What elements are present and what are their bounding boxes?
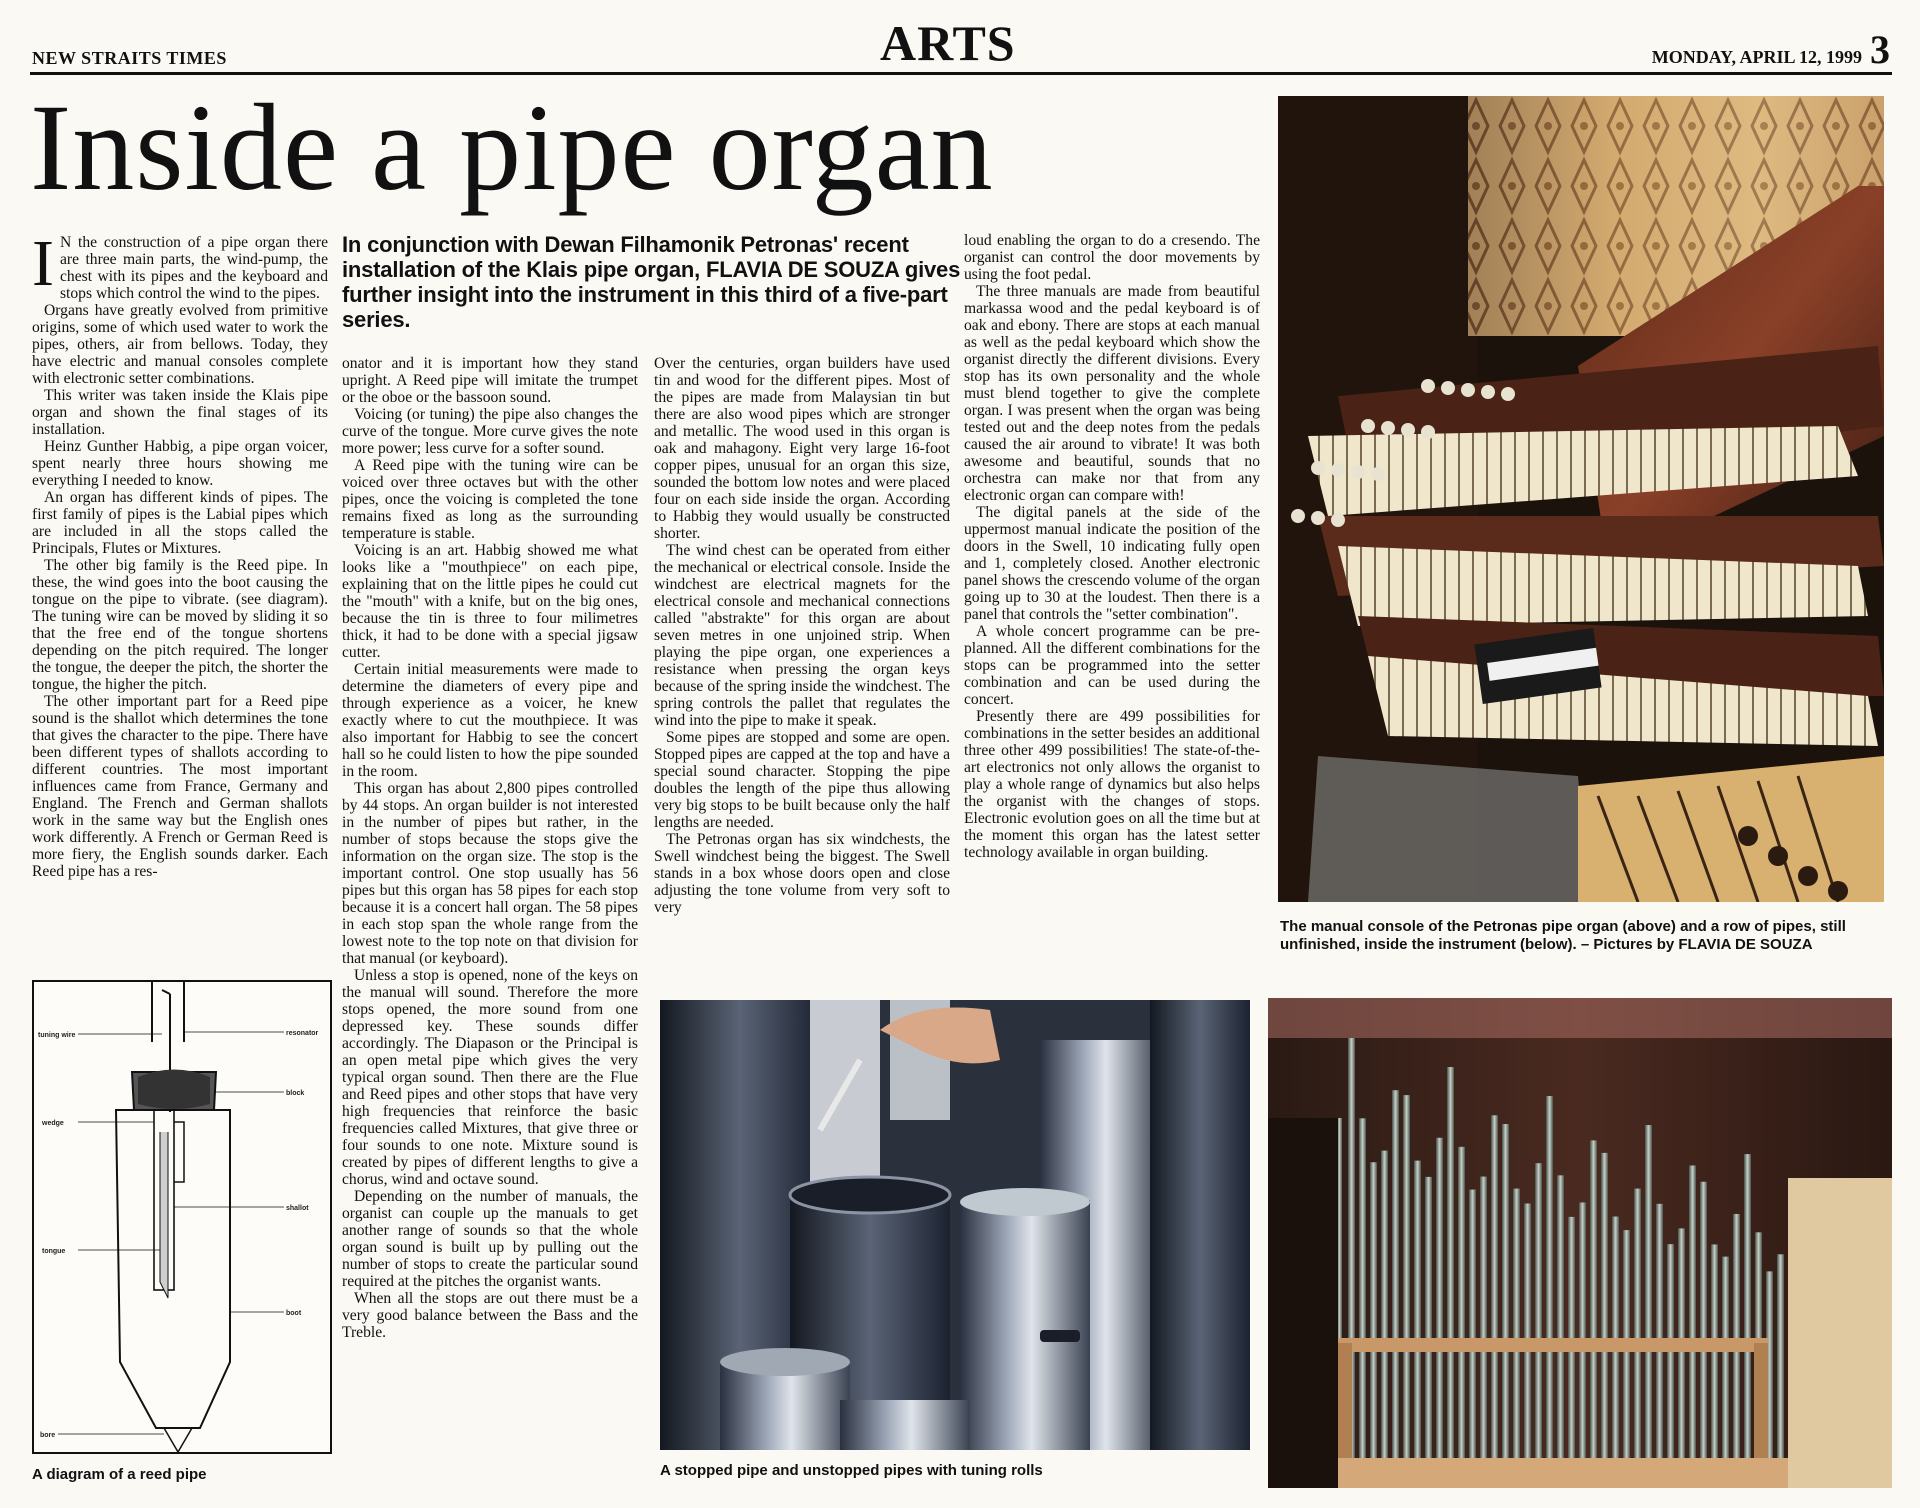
issue-date-block [1652, 26, 1890, 73]
drop-cap: I [32, 227, 54, 300]
article-paragraph: Voicing (or tuning) the pipe also changes the curve of the tongue. More curve gives the note more power; less curve for a softer sound. [342, 406, 638, 457]
stopped-pipes-photo [660, 1000, 1250, 1450]
organ-pipe-shape [1656, 1204, 1663, 1458]
article-paragraph: An organ has different kinds of pipes. The first family of pipes is the Labial pipes which are included in all the stops called the Principals, Flutes or Mixtures. [32, 489, 328, 557]
article-column-3 [654, 355, 950, 916]
stopped-pipes-caption: A stopped pipe and unstopped pipes with tuning rolls [660, 1462, 1043, 1479]
organ-console-photo [1278, 96, 1884, 902]
page-number: 3 [1870, 27, 1890, 72]
article-paragraph: The other big family is the Reed pipe. In these, the wind goes into the boot causing the tongue on the pipe to vibrate. (see diagram). The tuning wire can be moved by sliding it so that the free end of the tongue shortens depending on the pitch required. The longer the tongue, the deeper the pitch, the shorter the tongue, the higher the pitch. [32, 557, 328, 693]
reed-pipe-diagram [32, 980, 332, 1454]
label-wedge: wedge [42, 1120, 64, 1127]
organ-pipe-shape [1381, 1151, 1388, 1458]
issue-date: MONDAY, APRIL 12, 1999 [1651, 47, 1862, 67]
organ-pipe-shape [1392, 1090, 1399, 1458]
article-paragraph: When all the stops are out there must be a very good balance between the Bass and the Treble. [342, 1290, 638, 1341]
newspaper-name: NEW STRAITS TIMES [32, 48, 227, 68]
article-paragraph: Voicing is an art. Habbig showed me what looks like a "mouthpiece" on each pipe, explaining that on the little pipes he could cut the "mouth" with a knife, but on the big ones, because the tin is three to four milimetres thick, it had to be done with a special jigsaw cutter. [342, 542, 638, 661]
organ-pipe-shape [1579, 1202, 1586, 1458]
organ-pipe-shape [1744, 1154, 1751, 1458]
pipe-row-photo [1268, 998, 1892, 1488]
organ-pipe-shape [1359, 1118, 1366, 1458]
label-shallot: shallot [286, 1205, 309, 1212]
organ-pipe-shape [1634, 1189, 1641, 1458]
section-title: ARTS [880, 15, 1016, 71]
article-paragraph: Organs have greatly evolved from primitive origins, some of which used water to work the pipes, others, air from bellows. Today, they have electric and manual consoles complete with electronic setter combinations. [32, 302, 328, 387]
article-paragraph: Over the centuries, organ builders have used tin and wood for the different pipes. Most of the pipes are made from Malaysian tin but there are also wood pipes which are stronger and metallic. The wood used in this organ is oak and mahagony. Eight very large 16-foot copper pipes, unusual for an organ this size, sounded the bottom low notes and were placed four on each side inside the organ. According to Habbig they would usually be constructed shorter. [654, 355, 950, 542]
organ-pipe-shape [1590, 1140, 1597, 1458]
article-paragraph: A Reed pipe with the tuning wire can be voiced over three octaves but with the other pipes, once the voicing is completed the tone remains fixed as long as the surrounding temperature is stable. [342, 457, 638, 542]
organ-pipe-shape [1447, 1067, 1454, 1458]
headline: Inside a pipe organ [30, 79, 994, 216]
organ-pipe-shape [1733, 1214, 1740, 1458]
article-paragraph: The wind chest can be operated from either the mechanical or electrical console. Inside the windchest are electrical magnets for the electrical console and mechanical connections called "abstrakte" for this organ are about seven metres in one unjoined strip. When playing the pipe organ, one experiences a resistance when pressing the organ keys because of the spring inside the windchest. The spring controls the pallet that regulates the wind into the pipe to make it speak. [654, 542, 950, 729]
organ-pipe-shape [1700, 1182, 1707, 1458]
organ-pipe-shape [1458, 1147, 1465, 1458]
organ-pipe-shape [1502, 1124, 1509, 1458]
organ-pipe-shape [1557, 1175, 1564, 1458]
organ-pipe-shape [1403, 1095, 1410, 1458]
organ-pipe-shape [1689, 1165, 1696, 1458]
article-paragraph: loud enabling the organ to do a cresendo. The organist can control the door movements by using the foot pedal. [964, 232, 1260, 283]
organ-pipe-shape [1370, 1162, 1377, 1458]
organ-pipe-shape [1568, 1217, 1575, 1458]
organ-pipe-shape [1480, 1177, 1487, 1458]
organ-pipe-shape [1425, 1177, 1432, 1458]
article-paragraph: onator and it is important how they stand upright. A Reed pipe will imitate the trumpet or the oboe or the bassoon sound. [342, 355, 638, 406]
organ-pipe-shape [1524, 1204, 1531, 1458]
article-paragraph: Presently there are 499 possibilities for combinations in the setter besides an additional three other 499 possibilities! The state-of-the-art electronics not only allows the organist to play a whole range of dynamics but also helps the organist with the changes of stops. Electronic evolution goes on all the time but at the moment this organ has the latest setter technology available in organ building. [964, 708, 1260, 861]
article-paragraph: Heinz Gunther Habbig, a pipe organ voicer, spent nearly three hours showing me everything I needed to know. [32, 438, 328, 489]
organ-pipe-shape [1436, 1138, 1443, 1458]
label-tuning-wire: tuning wire [38, 1032, 76, 1039]
label-bore: bore [40, 1432, 56, 1439]
article-paragraph: Certain initial measurements were made to determine the diameters of every pipe and through experience as a voicer, he knew exactly where to cut the mouthpiece. It was also important for Habbig to see the concert hall so he could listen to how the pipe sounded in the room. [342, 661, 638, 780]
article-column-4 [964, 232, 1260, 861]
article-paragraph: The digital panels at the side of the uppermost manual indicate the position of the doors in the Swell, 10 indicating fully open and 1, completely closed. Another electronic panel shows the crescendo volume of the organ going up to 30 at the loudest. Then there is a panel that controls the "setter combination". [964, 504, 1260, 623]
organ-pipe-shape [1546, 1096, 1553, 1458]
article-paragraph: Some pipes are stopped and some are open. Stopped pipes are capped at the top and have a special sound character. Stopping the pipe doubles the length of the pipe thus allowing very big stops to be built because only the half lengths are needed. [654, 729, 950, 831]
organ-pipe-shape [1469, 1190, 1476, 1458]
organ-pipe-shape [1535, 1163, 1542, 1458]
article-paragraph: The Petronas organ has six windchests, the Swell windchest being the biggest. The Swell stands in a box whose doors open and close adjusting the tone volume from very soft to very [654, 831, 950, 916]
console-photo-caption: The manual console of the Petronas pipe organ (above) and a row of pipes, still unfinished, inside the instrument (below). – Pictures by FLAVIA DE SOUZA [1280, 918, 1846, 953]
standfirst: In conjunction with Dewan Filhamonik Petronas' recent installation of the Klais pipe organ, FLAVIA DE SOUZA gives further insight into the instrument in this third of a five-part series. [342, 232, 961, 332]
article-paragraph: This organ has about 2,800 pipes controlled by 44 stops. An organ builder is not interested in the number of pipes but rather, in the number of stops because the stops give the information on the organ size. The stop is the important control. One stop usually has 56 pipes but this organ has 58 pipes for each stop because it is a concert hall organ. The 58 pipes in each stop span the whole range from the lowest note to the top note on that division for that manual (or keyboard). [342, 780, 638, 967]
label-block: block [286, 1090, 305, 1097]
organ-pipe-shape [1722, 1257, 1729, 1458]
article-paragraph: I N the construction of a pipe organ there are three main parts, the wind-pump, the chest with its pipes and the keyboard and stops which control the wind to the pipes. [32, 227, 328, 302]
organ-pipe-shape [1612, 1217, 1619, 1458]
label-tongue: tongue [42, 1248, 66, 1255]
label-resonator: resonator [286, 1030, 319, 1037]
article-paragraph: The other important part for a Reed pipe sound is the shallot which determines the tone that gives the character to the pipe. There have been different types of shallots according to different countries. The most important influences came from France, Germany and England. The French and German shallots work in the same way but the English ones work differently. A French or German Reed is more fiery, the English sounds darker. Each Reed pipe has a res- [32, 693, 328, 880]
article-column-2 [342, 355, 638, 1341]
article-column-1 [32, 227, 328, 880]
organ-pipe-shape [1601, 1153, 1608, 1458]
organ-pipe-shape [1491, 1115, 1498, 1458]
organ-pipe-shape [1414, 1161, 1421, 1458]
organ-pipe-shape [1513, 1189, 1520, 1458]
article-paragraph: Unless a stop is opened, none of the keys on the manual will sound. Therefore the more stops opened, the more sound from one depressed key. These sounds differ accordingly. The Diapason or the Principal is an open metal pipe which gives the very typical organ sound. Then there are the Flue and Reed pipes and other stops that have very high frequencies that reinforce the basic frequencies called Mixtures, that give three or four sounds to one note. Mixture sound is created by pipes of different lengths to give a chorus, wind and octave sound. [342, 967, 638, 1188]
label-boot: boot [286, 1310, 302, 1317]
masthead-rule [30, 72, 1892, 75]
organ-pipe-shape [1645, 1125, 1652, 1458]
article-paragraph: The three manuals are made from beautiful markassa wood and the pedal keyboard is of oak and ebony. There are stops at each manual as well as the pedal keyboard which show the organist directly the different divisions. Every stop has its own personality and the whole must blend together to give the complete organ. I was present when the organ was being tested out and the deep notes from the pedals caused the air around to vibrate! It was both awesome and beautiful, sounds that no orchestra can make nor that from any electronic organ can compare with! [964, 283, 1260, 504]
organ-pipe-shape [1777, 1254, 1784, 1458]
article-paragraph: A whole concert programme can be pre-planned. All the different combinations for the stops can be programmed into the setter combination and can be used during the concert. [964, 623, 1260, 708]
article-paragraph: Depending on the number of manuals, the organist can couple up the manuals to get another range of sounds so that the whole organ sound is built up by pulling out the number of stops to create the particular sound required at the pitches the organist wants. [342, 1188, 638, 1290]
diagram-caption: A diagram of a reed pipe [32, 1466, 207, 1483]
article-paragraph: This writer was taken inside the Klais pipe organ and shown the final stages of its installation. [32, 387, 328, 438]
